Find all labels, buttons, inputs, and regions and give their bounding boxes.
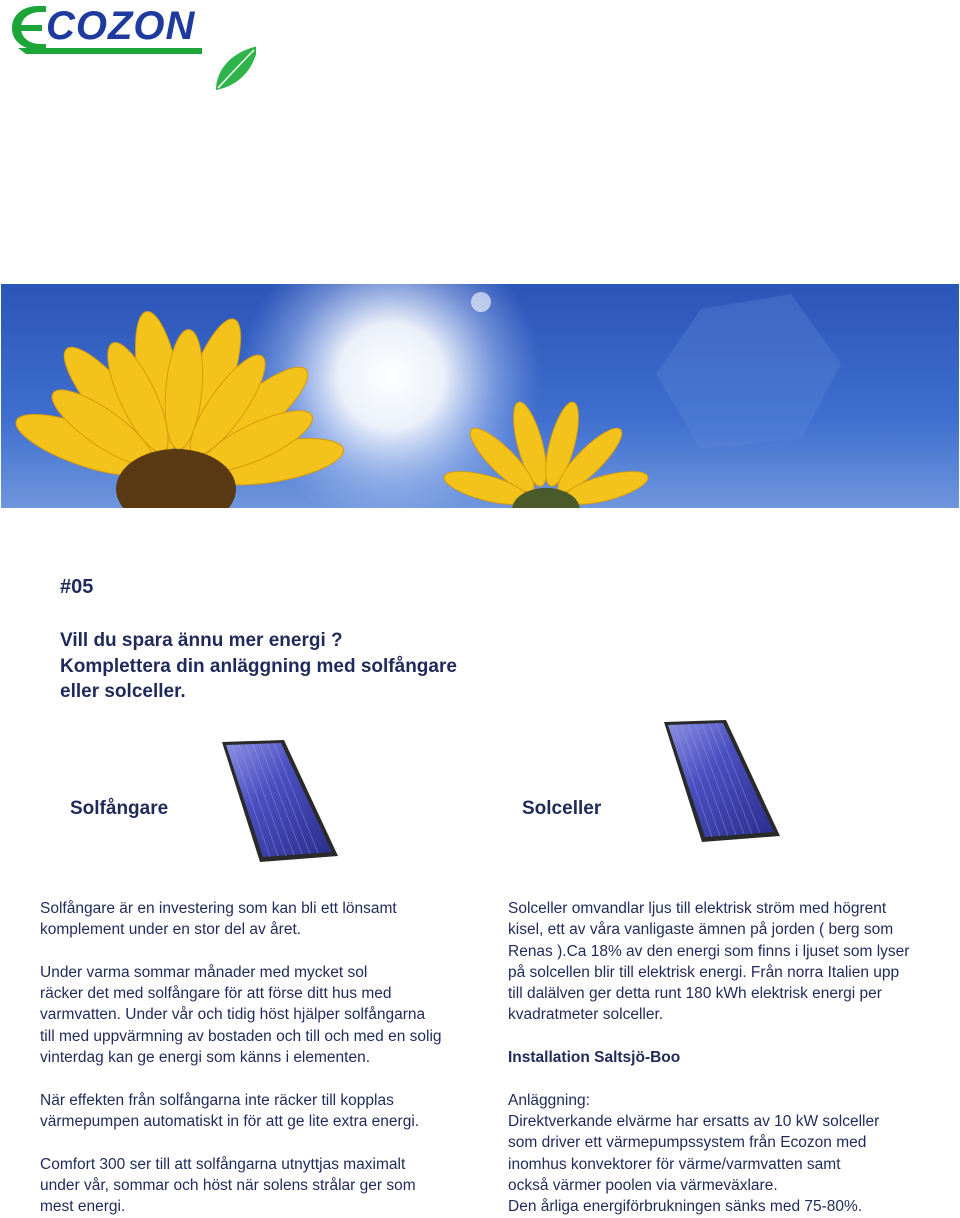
paragraph-line: mest energi. [40,1198,126,1216]
paragraph-line: Solfångare är en investering som kan bli ett lönsamt [40,900,397,917]
paragraph-line: vinterdag kan ge energi som känns i elementen. [40,1049,371,1067]
paragraph-line: Comfort 300 ser till att solfångarna utnyttjas maximalt [40,1155,406,1173]
sunflower-banner-graphic [1,284,959,508]
headline-line: Komplettera din anläggning med solfångare [60,655,457,677]
paragraph-line: Solceller omvandlar ljus till elektrisk ström med högrent [508,900,887,917]
paragraph-line: kvadratmeter solceller. [508,1006,664,1024]
paragraph-line: som driver ett värmepumpssystem från Ecozon med [508,1134,867,1152]
paragraph-line: Renas ).Ca 18% av den energi som finns i ljuset som lyser [508,942,910,960]
paragraph-line: Under varma sommar månader med mycket sol [40,963,368,981]
paragraph-line: varmvatten. Under vår och tidig höst hjälper solfångarna [40,1006,426,1024]
headline [60,628,520,705]
paragraph-line: komplement under en stor del av året. [40,921,302,939]
paragraph-line: Anläggning: [508,1091,590,1109]
paragraph-line: Direktverkande elvärme har ersatts av 10 kW solceller [508,1112,880,1130]
solfangare-text [40,898,480,1217]
logo-text: COZON [46,4,196,48]
issue-number: #05 [60,576,94,598]
paragraph-line: också värmer poolen via värmeväxlare. [508,1176,778,1194]
paragraph-line: värmepumpen automatiskt in för att ge lite extra energi. [40,1112,420,1130]
section-title-solfangare: Solfångare [70,798,169,819]
paragraph-line: på solcellen blir till elektrisk energi. Från norra Italien upp [508,963,900,981]
solceller-text [508,898,948,1217]
sunflower-banner [1,284,959,508]
paragraph-line: kisel, ett av våra vanligaste ämnen på jorden ( berg som [508,921,894,939]
section-title-solceller: Solceller [522,798,602,819]
solar-collector-image [218,738,343,866]
solar-panel-graphic [660,718,785,846]
paragraph-line: När effekten från solfångarna inte räcker till kopplas [40,1091,394,1109]
headline-line: Vill du spara ännu mer energi ? [60,630,343,651]
paragraph-line: Den årliga energiförbrukningen sänks med 75-80%. [508,1198,863,1216]
paragraph-line: under vår, sommar och höst när solens strålar ger som [40,1176,416,1194]
paragraph-line: inomhus konvektorer för värme/varmvatten samt [508,1155,841,1173]
paragraph-line: räcker det med solfångare för att förse ditt hus med [40,985,392,1003]
installation-title: Installation Saltsjö-Boo [508,1049,681,1067]
ecozon-logo [6,0,256,95]
paragraph-line: till dalälven ger detta runt 180 kWh elektrisk energi per [508,985,882,1003]
headline-line: eller solceller. [60,681,186,702]
solar-cell-image [660,718,785,846]
paragraph-line: till med uppvärmning av bostaden och till och med en solig [40,1027,442,1045]
solar-panel-graphic [218,738,343,866]
